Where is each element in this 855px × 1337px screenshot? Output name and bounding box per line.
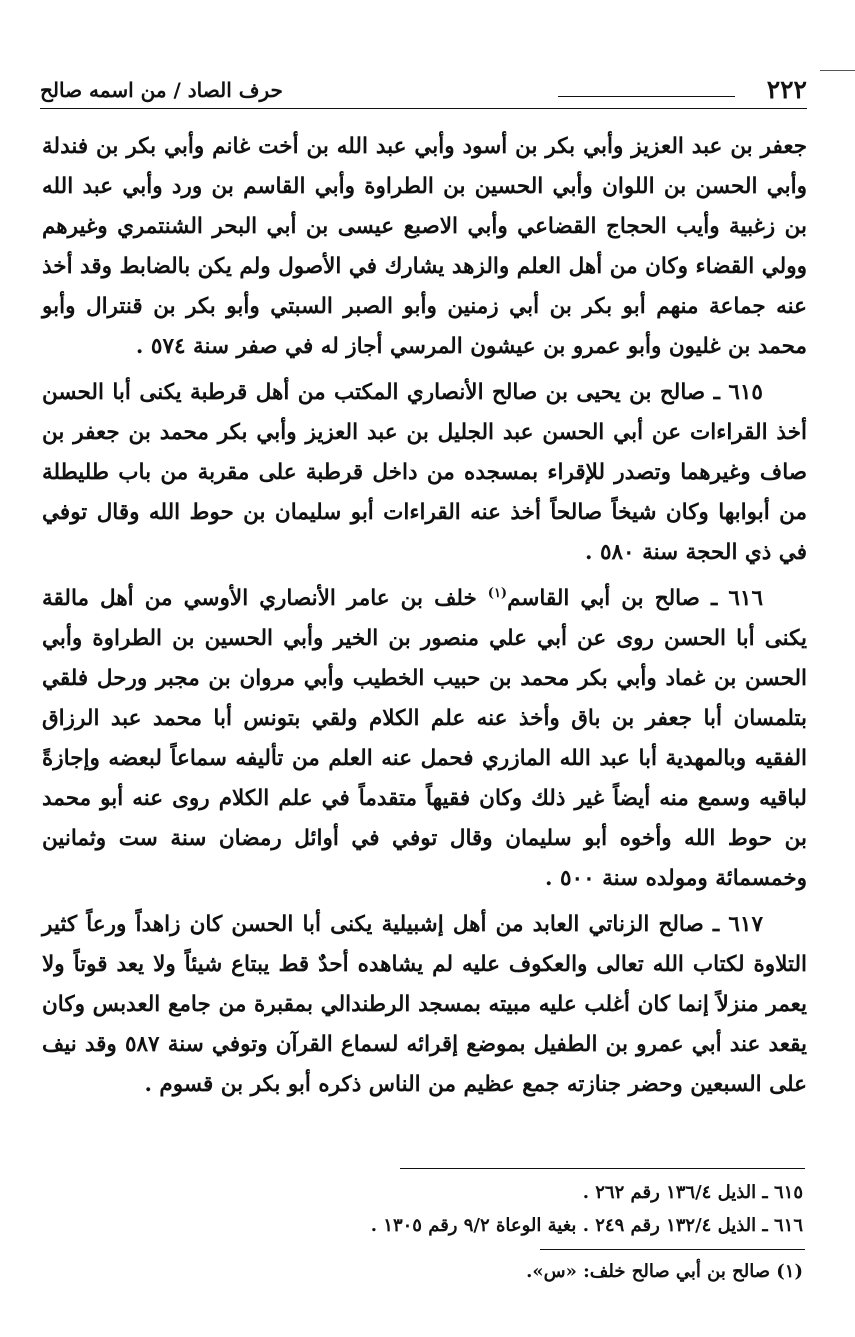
page-number: ٢٢٢ bbox=[766, 75, 807, 104]
paragraph-text: صالح الزناتي العابد من أهل إشبيلية يكنى أبا الحسن كان زاهداً ورعاً كثير التلاوة لكتاب الله تعالى والعكوف عليه لم يشاهده أحدٌ قط يبتاع شيئاً ولا يعد قوتاً ولا يعمر منزلاً إنما كان أغلب عليه مبيته بمسجد الرطندالي بمقبرة من جامع العدبس وكان يقعد عند أبي عمرو بن الطفيل بموضع إقرائه لسماع القرآن وتوفي سنة ٥٨٧ وقد نيف على السبعين وحضر جنازته جمع عظيم من الناس ذكره أبو بكر بن قسوم . bbox=[42, 912, 807, 1097]
paragraph-text-head: صالح بن أبي القاسم bbox=[507, 586, 700, 611]
footnote-divider bbox=[400, 1168, 805, 1169]
page-header bbox=[40, 74, 807, 108]
entry-number: ٦١٥ bbox=[728, 380, 763, 405]
entry-616: ٦١٦ ـ صالح بن أبي القاسم$^{(١)}$ خلف بن عامر الأنصاري الأوسي من أهل مالقة يكنى أبا الحسن روى عن أبي علي منصور بن الخير وأبي الحسين بن الطراوة وأبي الحسن بن غماد وأبي بكر محمد بن حبيب الخطيب وأبي مروان بن مجبر ورحل فلقي بتلمسان أبا جعفر بن باق وأخذ عنه علم الكلام ولقي بتونس أبا محمد عبد الرزاق الفقيه وبالمهدية أبا عبد الله المازري فحمل عنه العلم من تأليفه سماعاً لبعضه وإجازةً لباقيه وسمع منه أيضاً غير ذلك وكان فقيهاً متقدماً في علم الكلام روى عنه أبو محمد بن حوط الله وأخوه أبو سليمان وقال توفي في أوائل رمضان سنة ست وثمانين وخمسمائة ومولده سنة ٥٠٠ . bbox=[42, 585, 807, 891]
entry-617: ٦١٧ ـ صالح الزناتي العابد من أهل إشبيلية يكنى أبا الحسن كان زاهداً ورعاً كثير التلاوة لكتاب الله تعالى والعكوف عليه لم يشاهده أحدٌ قط يبتاع شيئاً ولا يعد قوتاً ولا يعمر منزلاً إنما كان أغلب عليه مبيته بمسجد الرطندالي بمقبرة من جامع العدبس وكان يقعد عند أبي عمرو بن الطفيل بموضع إقرائه لسماع القرآن وتوفي سنة ٥٨٧ وقد نيف على السبعين وحضر جنازته جمع عظيم من الناس ذكره أبو بكر بن قسوم . bbox=[42, 912, 807, 1097]
paragraph-text: صالح بن يحيى بن صالح الأنصاري المكتب من أهل قرطبة يكنى أبا الحسن أخذ القراءات عن أبي الحسن عبد الجليل بن عبد العزيز وأبي بكر محمد بن جعفر بن صاف وغيرهما وتصدر للإقراء بمسجده من داخل قرطبة على مقربة من باب طليطلة من أبوابها وكان شيخاً صالحاً أخذ عنه القراءات أبو سليمان بن حوط الله وقال توفي في ذي الحجة سنة ٥٨٠ . bbox=[42, 380, 807, 565]
entry-number: ٦١٦ bbox=[728, 586, 763, 611]
header-divider bbox=[40, 108, 807, 109]
variant-notes bbox=[42, 1256, 803, 1288]
header-rule bbox=[558, 96, 735, 97]
note-divider bbox=[540, 1249, 805, 1250]
paragraph-continuation bbox=[42, 127, 807, 367]
paragraph-text: جعفر بن عبد العزيز وأبي بكر بن أسود وأبي عبد الله بن أخت غانم وأبي بكر بن فندلة وأبي الحسن بن اللوان وأبي الحسين بن الطراوة وأبي القاسم بن ورد وأبي عبد الله بن زغبية وأيب الحجاج القضاعي وأبي الاصبع عيسى بن أبي البحر الشنتمري وغيرهم وولي القضاء وكان من أهل العلم والزهد يشارك في الأصول ولم يكن بالضابط وقد أخذ عنه جماعة منهم أبو بكر بن أبي زمنين وأبو الصبر السبتي وأبو بكر بن قنترال وأبو محمد بن غليون وأبو عمرو بن عيشون المرسي أجاز له في صفر سنة ٥٧٤ . bbox=[42, 134, 807, 359]
main-text bbox=[42, 127, 807, 1111]
entry-number: ٦١٧ bbox=[728, 912, 763, 937]
paragraph-text: خلف بن عامر الأنصاري الأوسي من أهل مالقة يكنى أبا الحسن روى عن أبي علي منصور بن الخير وأبي الحسين بن الطراوة وأبي الحسن بن غماد وأبي بكر محمد بن حبيب الخطيب وأبي مروان بن مجبر ورحل فلقي بتلمسان أبا جعفر بن باق وأخذ عنه علم الكلام ولقي بتونس أبا محمد عبد الرزاق الفقيه وبالمهدية أبا عبد الله المازري فحمل عنه العلم من تأليفه سماعاً لبعضه وإجازةً لباقيه وسمع منه أيضاً غير ذلك وكان فقيهاً متقدماً في علم الكلام روى عنه أبو محمد بن حوط الله وأخوه أبو سليمان وقال توفي في أوائل رمضان سنة ست وثمانين وخمسمائة ومولده سنة ٥٠٠ . bbox=[42, 586, 807, 891]
entry-615: ٦١٥ ـ صالح بن يحيى بن صالح الأنصاري المكتب من أهل قرطبة يكنى أبا الحسن أخذ القراءات عن أبي الحسن عبد الجليل بن عبد العزيز وأبي بكر محمد بن جعفر بن صاف وغيرهما وتصدر للإقراء بمسجده من داخل قرطبة على مقربة من باب طليطلة من أبوابها وكان شيخاً صالحاً أخذ عنه القراءات أبو سليمان بن حوط الله وقال توفي في ذي الحجة سنة ٥٨٠ . bbox=[42, 380, 807, 565]
source-footnotes bbox=[42, 1176, 803, 1242]
running-title: حرف الصاد / من اسمه صالح bbox=[40, 78, 283, 102]
footnote-616: ٦١٦ ـ الذيل ١٣٢/٤ رقم ٢٤٩ . بغية الوعاة ٩/٢ رقم ١٣٠٥ . bbox=[370, 1215, 803, 1236]
edge-mark bbox=[820, 70, 855, 71]
footnote-reference[interactable]: (١) bbox=[487, 585, 508, 601]
note-1: (١) صالح بن أبي صالح خلف: «س». bbox=[526, 1261, 803, 1282]
footnote-615: ٦١٥ ـ الذيل ١٣٦/٤ رقم ٢٦٢ . bbox=[582, 1182, 803, 1203]
